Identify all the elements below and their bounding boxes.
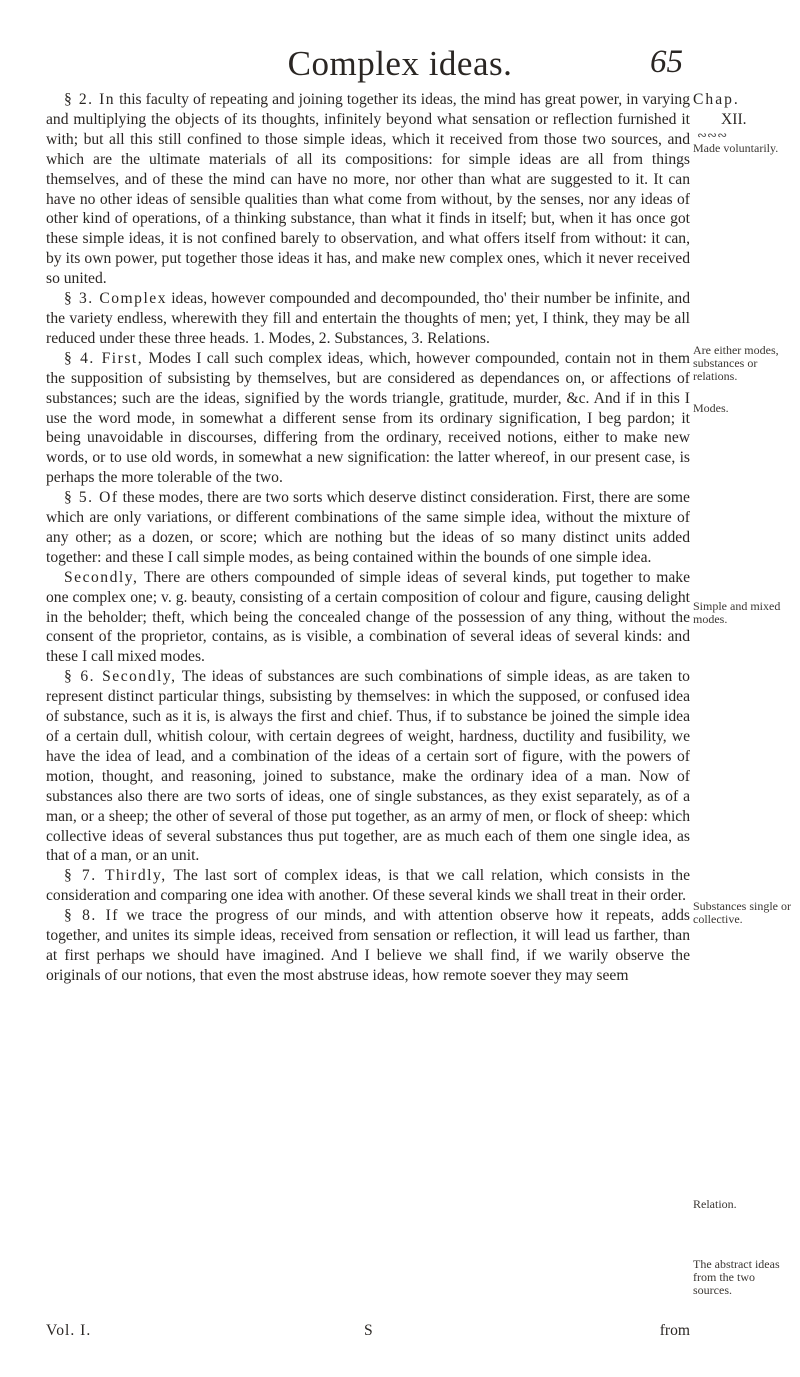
paragraph-text: we trace the progress of our minds, and with attention observe how it repeats, adds together, and unites its simple ideas, received from sensation or reflection, it will lead us farther, than at first perhaps we should have imagined. And I believe we shall find, if we warily observe the originals of our notions, that even the most abstruse ideas, how remote soever they may seem xyxy=(46,907,690,984)
section-lead: Secondly, xyxy=(64,568,139,586)
paragraph-section-8 xyxy=(46,906,690,986)
margin-note-made-voluntarily: Made voluntarily. xyxy=(693,141,779,155)
paragraph-text: There are others compounded of simple ideas of several kinds, put together to make one complex one; v. g. beauty, consisting of a certain composition of colour and figure, causing delight in the beholder; theft, which being the concealed change of the possession of any thing, without the consent of the proprietor, contains, as is visible, a combination of several ideas of several kinds: and these I call mixed modes. xyxy=(46,568,690,666)
margin-note-simple-mixed-modes: Simple and mixed modes. xyxy=(693,599,781,626)
paragraph-secondly xyxy=(46,568,690,668)
paragraph-text: these modes, there are two sorts which deserve distinct consideration. First, there are some which are only variations, or different combinations of the same simple idea, without the mixture of any other; as a dozen, or score; which are nothing but the ideas of so many distinct units added together: and these I call simple modes, as being contained within the bounds of one simple idea. xyxy=(46,489,690,566)
chapter-number: XII. xyxy=(721,111,747,128)
margin-note-relation: Relation. xyxy=(693,1197,737,1211)
section-lead: § 6. Secondly, xyxy=(64,668,177,686)
section-lead: § 8. If xyxy=(64,907,119,925)
paragraph-section-7 xyxy=(46,866,690,906)
paragraph-text: The ideas of substances are such combinations of simple ideas, as are taken to represent distinct particular things, subsisting by themselves: in which the supposed, or confused idea of substance, such as it is, is always the first and chief. Thus, if to substance be joined the simple idea of a certain dull, whitish colour, with certain degrees of weight, hardness, ductility and fusibility, we have the idea of lead, and a combination of the ideas of a certain sort of figure, with the powers of motion, thought, and reasoning, joined to substance, make the ordinary idea of a man. Now of substances also there are two sorts of ideas, one of single substances, as they exist separately, as of a man, or a sheep; the other of several of those put together, as an army of men, or flock of sheep: which collective ideas of several substances thus put together, are as much each of them one single idea, as that of a man, or an unit. xyxy=(46,668,690,865)
paragraph-text: The last sort of complex ideas, is that we call relation, which consists in the consideration and comparing one idea with another. Of these several kinds we shall treat in their order. xyxy=(46,867,691,905)
body-text xyxy=(46,90,690,986)
section-lead: § 2. In xyxy=(64,91,116,108)
paragraph-text: this faculty of repeating and joining together its ideas, the mind has great power, in varying and multiplying the objects of its thoughts, infinitely beyond what sensation or reflection furnished it with; but all this still confined to those simple ideas, which it received from those two sources, and which are the ultimate materials of all its compositions: for simple ideas are all from things themselves, and of these the mind can have no more, nor other than what are suggested to it. It can have no other ideas of sensible qualities than what come from without, by the senses, nor any ideas of other kind of operations, of a thinking substance, than what it finds in itself; but, when it has once got these simple ideas, it is not confined barely to observation, and what offers itself from without: it can, by its own power, put together those ideas it has, and make new complex ones, which it never received so united. xyxy=(46,91,690,288)
marginalia xyxy=(693,90,795,1297)
margin-note-modes: Modes. xyxy=(693,401,729,415)
section-lead: § 5. Of xyxy=(64,489,119,507)
paragraph-text: ideas, however compounded and decompounded, tho' their number be infinite, and the variety endless, wherewith they fill and entertain the thoughts of men; yet, I think, they may be all reduced under these three heads. 1. Modes, 2. Substances, 3. Relations. xyxy=(46,290,690,347)
margin-note-abstract-ideas: The abstract ideas from the two sources. xyxy=(693,1257,780,1297)
running-title: Complex ideas. xyxy=(287,44,513,83)
margin-note-modes-substances-relations: Are either modes, substances or relations. xyxy=(693,343,779,383)
catchword: from xyxy=(659,1322,690,1339)
section-lead: § 7. Thirdly, xyxy=(64,867,167,885)
paragraph-section-5 xyxy=(46,488,690,568)
page-number: 65 xyxy=(650,44,683,80)
paragraph-section-4 xyxy=(46,349,690,488)
chapter-label: Chap. xyxy=(693,91,740,108)
signature-mark: S xyxy=(364,1322,373,1339)
section-lead: § 3. Complex xyxy=(64,290,168,308)
paragraph-section-6 xyxy=(46,667,690,866)
paragraph-section-3 xyxy=(46,289,690,349)
paragraph-text: Modes I call such complex ideas, which, however compounded, contain not in them the supposition of subsisting by themselves, but are considered as dependances on, or affections of substances; such are the ideas, signified by the words triangle, gratitude, murder, &c. And if in this I use the word mode, in somewhat a different sense from its ordinary signification, I beg pardon; it being unavoidable in discourses, differing from the ordinary, received notions, either to make new words, or to use old words, in somewhat a new signification: the latter whereof, in our present case, is perhaps the more tolerable of the two. xyxy=(46,349,690,487)
section-lead: § 4. First, xyxy=(64,349,144,367)
ornament-swash: ∾∾∾ xyxy=(697,128,728,142)
volume-mark: Vol. I. xyxy=(46,1322,92,1339)
margin-note-substances: Substances single or collective. xyxy=(693,899,791,926)
paragraph-section-2 xyxy=(46,90,690,289)
